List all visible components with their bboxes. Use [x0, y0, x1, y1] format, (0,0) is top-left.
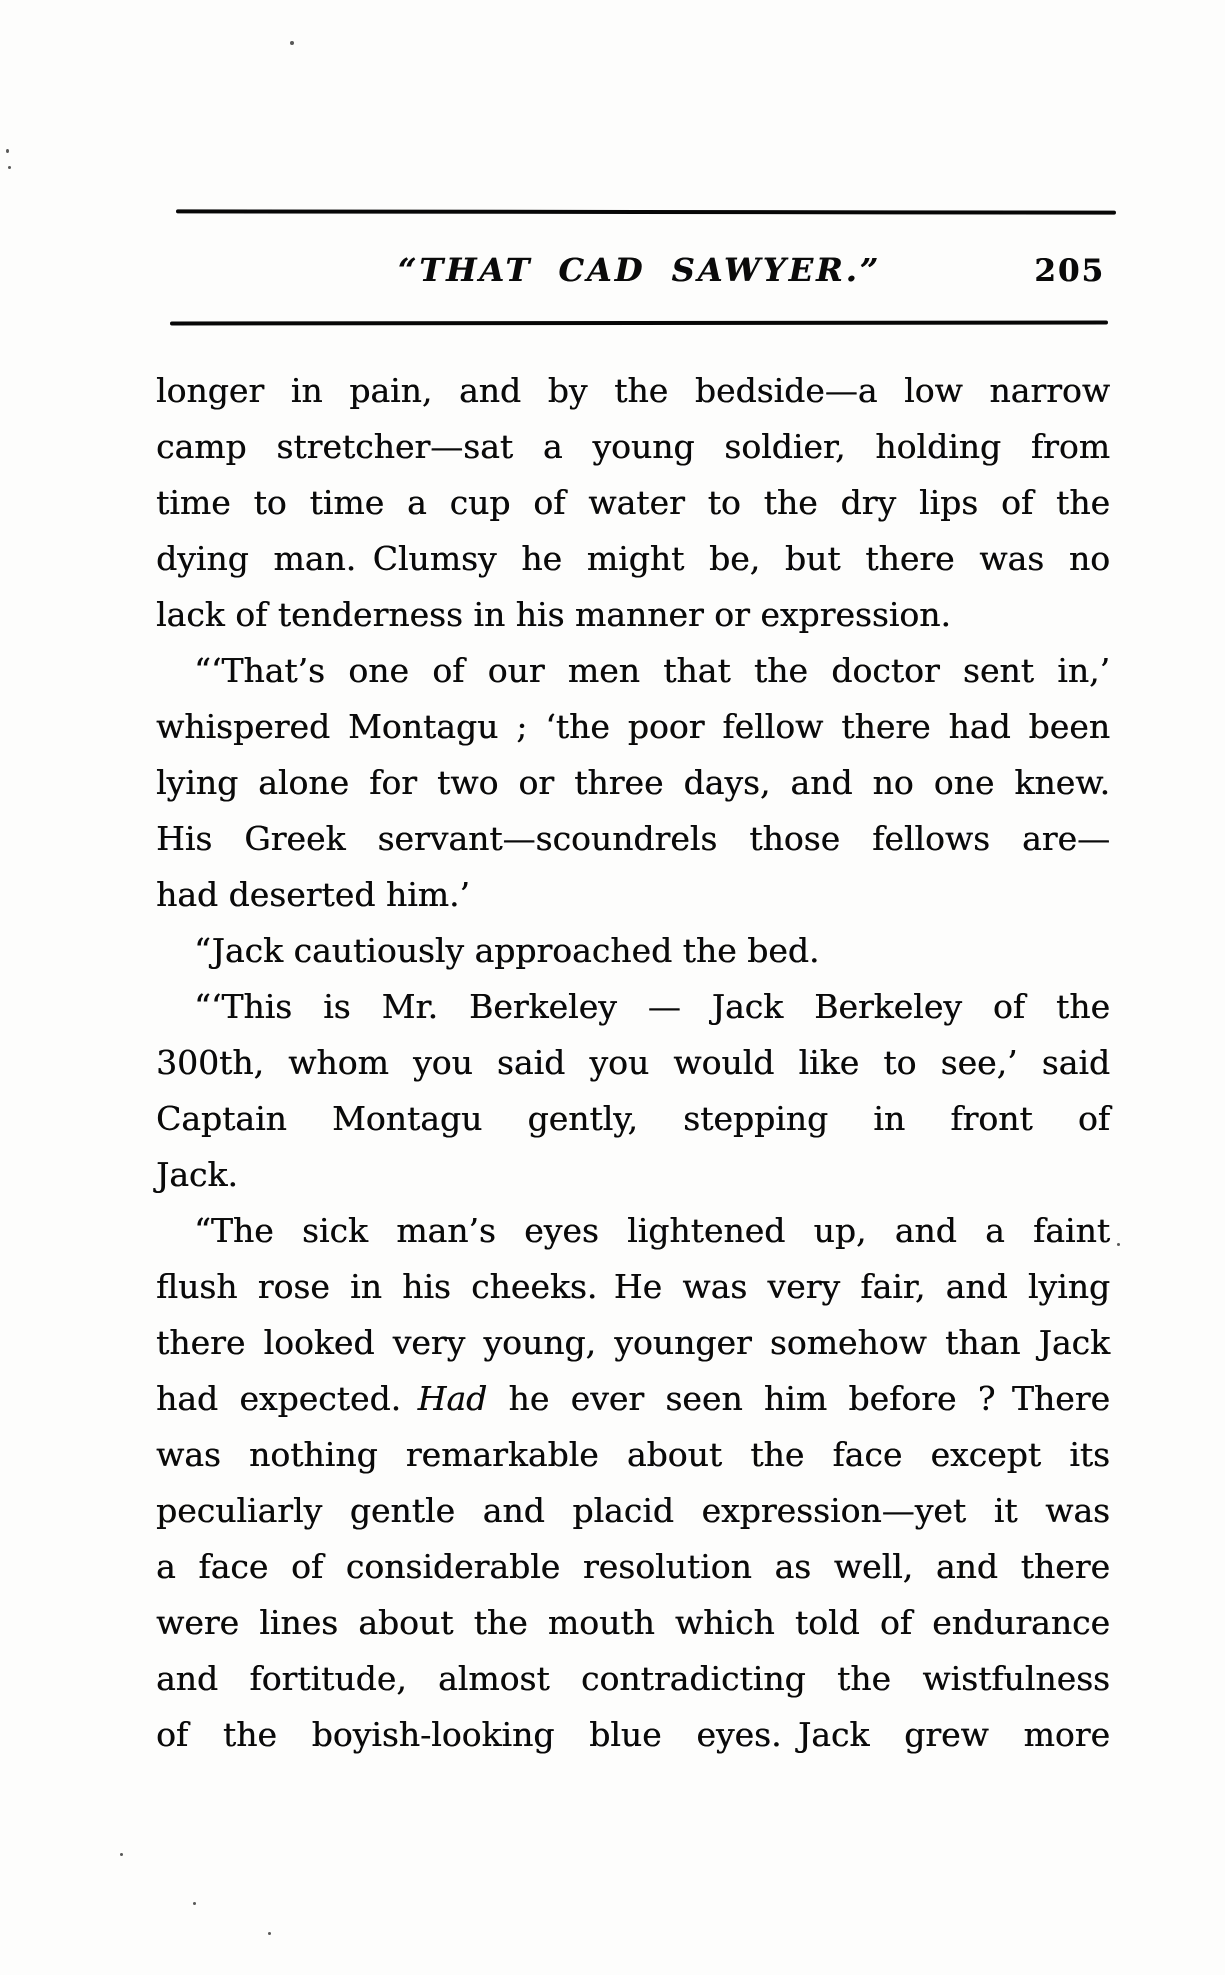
header-top-rule: [176, 209, 1116, 214]
text-line: [156, 1483, 1110, 1539]
running-header-title: “THAT CAD SAWYER.”: [397, 251, 882, 289]
text-line: [156, 363, 1110, 419]
text-run: Captain Montagu gently, stepping in front of: [156, 1099, 1110, 1138]
paragraph: [156, 923, 1110, 979]
paragraph: [156, 643, 1110, 923]
text-run: had expected.: [156, 1379, 418, 1418]
text-run: he ever seen him before ? There: [487, 1379, 1110, 1418]
text-line: [156, 811, 1110, 867]
text-run: Had: [417, 1379, 488, 1418]
text-line: [156, 1315, 1110, 1371]
page-number: 205: [1034, 253, 1105, 289]
text-line: [156, 531, 1110, 587]
text-run: a face of considerable resolution as well, and there: [156, 1547, 1110, 1586]
text-line: [156, 1147, 1110, 1203]
text-line: [156, 867, 1110, 923]
running-header: [172, 250, 1107, 296]
paragraph: [156, 979, 1110, 1203]
paragraph: [156, 363, 1110, 643]
scan-speck: [120, 1853, 123, 1856]
text-line: [156, 923, 1110, 979]
text-line: [156, 419, 1110, 475]
scan-speck: [193, 1902, 196, 1905]
text-run: 300th, whom you said you would like to see,’ said: [156, 1043, 1110, 1082]
text-line: [156, 979, 1110, 1035]
text-run: camp stretcher—sat a young soldier, holding from: [156, 427, 1110, 466]
text-line: [156, 1595, 1110, 1651]
scan-speck: [290, 41, 294, 45]
text-run: were lines about the mouth which told of endurance: [156, 1603, 1110, 1642]
text-run: “‘This is Mr. Berkeley — Jack Berkeley of the: [194, 987, 1110, 1026]
text-run: “Jack cautiously approached the bed.: [194, 931, 820, 970]
paragraph: [156, 1203, 1110, 1763]
text-line: [156, 1427, 1110, 1483]
text-run: and fortitude, almost contradicting the wistfulness: [156, 1659, 1110, 1698]
text-run: there looked very young, younger somehow than Jack: [156, 1323, 1110, 1362]
text-line: [156, 643, 1110, 699]
text-line: [156, 1651, 1110, 1707]
text-line: [156, 755, 1110, 811]
text-run: flush rose in his cheeks. He was very fair, and lying: [156, 1267, 1110, 1306]
scan-speck: [6, 149, 9, 153]
scan-speck: [8, 166, 11, 169]
text-run: lack of tenderness in his manner or expression.: [156, 595, 951, 634]
text-run: of the boyish-looking blue eyes. Jack grew more: [156, 1715, 1110, 1754]
text-run: had deserted him.’: [156, 875, 470, 914]
text-line: [156, 1259, 1110, 1315]
text-line: [156, 587, 1110, 643]
scan-speck: [268, 1932, 271, 1935]
text-run: “‘That’s one of our men that the doctor sent in,’: [194, 651, 1110, 690]
text-line: [156, 1091, 1110, 1147]
scan-speck: [1117, 1243, 1120, 1246]
text-run: time to time a cup of water to the dry lips of the: [156, 483, 1110, 522]
body-text: [156, 363, 1110, 1763]
text-line: [156, 1203, 1110, 1259]
header-bottom-rule: [170, 321, 1108, 326]
text-run: longer in pain, and by the bedside—a low narrow: [156, 371, 1110, 410]
text-line: [156, 1539, 1110, 1595]
text-line: [156, 475, 1110, 531]
text-line: [156, 1707, 1110, 1763]
text-run: whispered Montagu ; ‘the poor fellow there had been: [156, 707, 1110, 746]
text-run: lying alone for two or three days, and no one knew.: [156, 763, 1110, 802]
text-run: dying man. Clumsy he might be, but there was no: [156, 539, 1110, 578]
text-line: [156, 1035, 1110, 1091]
text-run: was nothing remarkable about the face except its: [156, 1435, 1110, 1474]
text-line: [156, 1371, 1110, 1427]
text-run: Jack.: [156, 1155, 238, 1194]
text-run: His Greek servant—scoundrels those fellows are—: [156, 819, 1110, 858]
text-run: peculiarly gentle and placid expression—yet it was: [156, 1491, 1110, 1530]
text-line: [156, 699, 1110, 755]
text-run: “The sick man’s eyes lightened up, and a faint: [194, 1211, 1110, 1250]
